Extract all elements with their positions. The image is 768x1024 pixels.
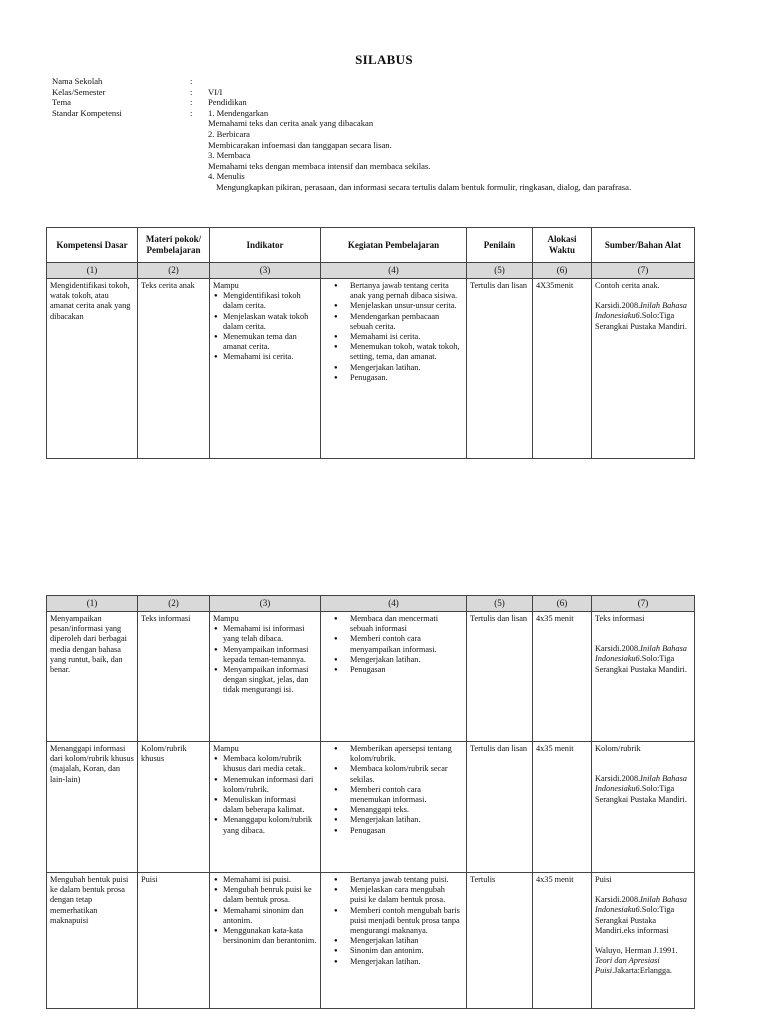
list-item: ● Mengerjakan latihan (324, 936, 463, 946)
list-item: ● Penugasan (324, 826, 463, 836)
sk-line: 2. Berbicara (208, 128, 250, 139)
indikator-intro: Mampu (213, 614, 239, 623)
kd-cell: Menyampaikan pesan/informasi yang diperoleh dari berbagai media dengan bahasa yang runtut, baik, dan benar. (47, 612, 138, 742)
number-row (47, 263, 695, 279)
sumber-title: Teks informasi (595, 614, 645, 623)
info-label: Kelas/Semester (52, 86, 106, 97)
penilaian-cell: Tertulis dan lisan (467, 742, 533, 873)
indikator-list (213, 291, 317, 362)
info-value (208, 76, 728, 87)
col-number: (1) (47, 596, 138, 612)
materi-cell: Kolom/rubrik khusus (138, 742, 210, 873)
sumber-title: Contoh cerita anak. (595, 281, 660, 290)
kegiatan-list (324, 614, 463, 675)
list-item: ● Bertanya jawab tentang cerita anak yang pernah dibaca sisiwa. (324, 281, 463, 301)
list-item: ● Memahami isi cerita. (324, 332, 463, 342)
list-item: ● Memberikan apersepsi tentang kolom/rubrik. (324, 744, 463, 764)
info-row-nama-sekolah (52, 76, 728, 87)
list-item: ● Menemukan tema dan amanat cerita. (213, 332, 317, 352)
waktu-cell: 4x35 menit (533, 742, 592, 873)
col-header-sumber: Sumber/Bahan Alat (592, 228, 695, 263)
col-number: (2) (138, 263, 210, 279)
list-item: ● Sinonim dan antonim. (324, 946, 463, 956)
col-header-kegiatan: Kegiatan Pembelajaran (321, 228, 467, 263)
sk-line: Memahami teks dan cerita anak yang dibacakan (208, 118, 374, 129)
list-item: ● Bertanya jawab tentang puisi. (324, 875, 463, 885)
list-item: ● Mengidentifikasi tokoh dalam cerita. (213, 291, 317, 311)
ref-book-title: Inilah Bahasa Indonesiaku6 (595, 644, 687, 664)
info-value: Pendidikan (208, 97, 247, 108)
sumber-reference (595, 644, 691, 675)
sk-line: Mengungkapkan pikiran, perasaan, dan informasi secara tertulis dalam bentuk formulir, ringkasan, dialog, dan parafrasa. (216, 181, 632, 192)
ref-book-title: Inilah Bahasa Indonesiaku6 (595, 774, 687, 794)
waktu-cell: 4x35 menit (533, 873, 592, 1009)
list-item: ● Memberi contoh cara menyampaikan informasi. (324, 634, 463, 654)
sumber-reference (595, 774, 691, 805)
col-header-penilaian: Penilain (467, 228, 533, 263)
table-row (47, 279, 695, 459)
list-item: ● Memahami isi puisi. (213, 875, 317, 885)
materi-cell: Teks informasi (138, 612, 210, 742)
list-item: ● Menjelaskan unsur-unsur cerita. (324, 301, 463, 311)
list-item: ● Mengerjakan latihan. (324, 957, 463, 967)
number-row (47, 596, 695, 612)
indikator-intro: Mampu (213, 744, 239, 753)
col-header-materi-pokok: Materi pokok/ Pembelajaran (138, 228, 210, 263)
list-item: ● Memahami sinonim dan antonim. (213, 906, 317, 926)
indikator-cell (210, 742, 321, 873)
list-item: ● Penugasan. (324, 373, 463, 383)
kegiatan-cell (321, 742, 467, 873)
ref-book-title: Teori dan Apresiasi Puisi (595, 956, 660, 976)
kd-cell: Mengidentifikasi tokoh, watak tokoh, atau amanat cerita anak yang dibacakan (47, 279, 138, 459)
list-item: ● Menyampaikan informasi dengan singkat, jelas, dan tidak mengurangi isi. (213, 665, 317, 696)
col-number: (5) (467, 263, 533, 279)
indikator-intro: Mampu (213, 281, 239, 290)
col-number: (7) (592, 263, 695, 279)
col-number: (4) (321, 263, 467, 279)
table-row (47, 873, 695, 1009)
indikator-list (213, 624, 317, 695)
ref-author: Waluyo, Herman J.1991. (595, 946, 678, 956)
header-row (47, 228, 695, 263)
sumber-reference (595, 301, 691, 332)
penilaian-cell: Tertulis dan lisan (467, 612, 533, 742)
indikator-cell (210, 612, 321, 742)
table-row (47, 612, 695, 742)
sumber-cell (592, 873, 695, 1009)
list-item: ● Menanggapi teks. (324, 805, 463, 815)
kd-cell: Mengubah bentuk puisi ke dalam bentuk prosa dengan tetap memerhatikan maknapuisi (47, 873, 138, 1009)
list-item: ● Menjelaskan watak tokoh dalam cerita. (213, 312, 317, 332)
kegiatan-cell (321, 279, 467, 459)
indikator-list (213, 875, 317, 946)
list-item: ● Mengerjakan latihan. (324, 815, 463, 825)
header-info (52, 76, 728, 193)
col-number: (6) (533, 596, 592, 612)
sk-line: Memahami teks dengan membaca intensif dan membaca sekilas. (208, 160, 431, 171)
list-item: ● Membaca kolom/rubrik khusus dari media cetak. (213, 754, 317, 774)
ref-author: Karsidi.2008. (595, 774, 641, 784)
syllabus-table-1 (46, 227, 695, 459)
col-number: (6) (533, 263, 592, 279)
info-row-standar-kompetensi (52, 108, 728, 193)
col-header-indikator: Indikator (210, 228, 321, 263)
sk-line: Membicarakan infoemasi dan tanggapan secara lisan. (208, 139, 392, 150)
info-value: VI/I (208, 86, 223, 97)
indikator-cell (210, 279, 321, 459)
col-number: (4) (321, 596, 467, 612)
list-item: ● Membaca kolom/rubrik secar sekilas. (324, 764, 463, 784)
penilaian-cell: Tertulis dan lisan (467, 279, 533, 459)
syllabus-table-2 (46, 595, 695, 1009)
ref-book-title: Inilah Bahasa Indonesiaku6 (595, 301, 687, 321)
col-header-kompetensi-dasar: Kompetensi Dasar (47, 228, 138, 263)
sumber-reference (595, 895, 691, 936)
ref-author: Karsidi.2008. (595, 895, 641, 905)
ref-publisher: .Solo:Tiga Serangkai Pustaka Mandiri. (595, 654, 687, 674)
ref-publisher: .Solo:Tiga Serangkai Pustaka Mandiri. (595, 311, 687, 331)
info-colon: : (190, 107, 193, 118)
list-item: ● Mengerjakan latihan. (324, 655, 463, 665)
col-number: (3) (210, 263, 321, 279)
list-item: ● Menuliskan informasi dalam beberapa kalimat. (213, 795, 317, 815)
sumber-title: Puisi (595, 875, 612, 884)
indikator-list (213, 754, 317, 836)
list-item: ● Memberi contoh cara menemukan informasi. (324, 785, 463, 805)
materi-cell: Puisi (138, 873, 210, 1009)
list-item: ● Menemukan informasi dari kolom/rubrik. (213, 775, 317, 795)
col-number: (3) (210, 596, 321, 612)
list-item: ● Menyampaikan informasi kepada teman-temannya. (213, 645, 317, 665)
waktu-cell: 4x35 menit (533, 612, 592, 742)
ref-publisher: .Jakarta:Erlangga. (612, 966, 672, 976)
info-row-kelas-semester (52, 87, 728, 98)
list-item: ● Menanggapu kolom/rubrik yang dibaca. (213, 815, 317, 835)
list-item: ● Menemukan tokoh, watak tokoh, setting, tema, dan amanat. (324, 342, 463, 362)
kd-cell: Menanggapi informasi dari kolom/rubrik khusus (majalah, Koran, dan lain-lain) (47, 742, 138, 873)
info-label: Nama Sekolah (52, 76, 103, 86)
sumber-cell (592, 279, 695, 459)
info-label: Standar Kompetensi (52, 107, 122, 118)
sumber-title: Kolom/rubrik (595, 744, 641, 753)
col-number: (2) (138, 596, 210, 612)
list-item: ● Mengerjakan latihan. (324, 363, 463, 373)
sumber-cell (592, 742, 695, 873)
info-label: Tema (52, 97, 71, 108)
kegiatan-list (324, 875, 463, 967)
sk-line: 4. Menulis (208, 171, 245, 182)
kegiatan-list (324, 744, 463, 836)
materi-cell: Teks cerita anak (138, 279, 210, 459)
info-colon: : (190, 86, 193, 97)
indikator-cell (210, 873, 321, 1009)
sumber-cell (592, 612, 695, 742)
ref-book-title: Inilah Bahasa Indonesiaku6 (595, 895, 687, 915)
standar-kompetensi-list (208, 108, 728, 193)
list-item: ● Memberi contoh mengubah baris puisi menjadi bentuk prosa tanpa mengurangi maknanya. (324, 906, 463, 937)
col-header-alokasi-waktu: Alokasi Waktu (533, 228, 592, 263)
info-row-tema (52, 97, 728, 108)
list-item: ● Membaca dan mencermati sebuah informasi (324, 614, 463, 634)
kegiatan-cell (321, 612, 467, 742)
kegiatan-cell (321, 873, 467, 1009)
sk-line: 1. Mendengarkan (208, 107, 269, 118)
ref-author: Karsidi.2008. (595, 301, 641, 311)
info-colon: : (190, 97, 193, 108)
sk-line: 3. Membaca (208, 150, 251, 161)
list-item: ● Menjelaskan cara mengubah puisi ke dalam bentuk prosa. (324, 885, 463, 905)
waktu-cell: 4X35menit (533, 279, 592, 459)
col-number: (5) (467, 596, 533, 612)
kegiatan-list (324, 281, 463, 383)
list-item: ● Memahami isi cerita. (213, 352, 317, 362)
col-number: (7) (592, 596, 695, 612)
ref-publisher: .Solo:Tiga Serangkai Pustaka Mandiri.eks informasi (595, 905, 675, 935)
col-number: (1) (47, 263, 138, 279)
ref-author: Karsidi.2008. (595, 644, 641, 654)
penilaian-cell: Tertulis (467, 873, 533, 1009)
list-item: ● Mendengarkan pembacaan sebuah cerita. (324, 312, 463, 332)
ref-publisher: .Solo:Tiga Serangkai Pustaka Mandiri. (595, 784, 687, 804)
info-colon: : (190, 76, 193, 86)
table-row (47, 742, 695, 873)
sumber-reference (595, 946, 691, 977)
list-item: ● Menggunakan kata-kata bersinonim dan berantonim. (213, 926, 317, 946)
list-item: ● Memahami isi informasi yang telah dibaca. (213, 624, 317, 644)
list-item: ● Mengubah benruk puisi ke dalam bentuk prosa. (213, 885, 317, 905)
page-title: SILABUS (355, 52, 413, 67)
list-item: ● Penugasan (324, 665, 463, 675)
